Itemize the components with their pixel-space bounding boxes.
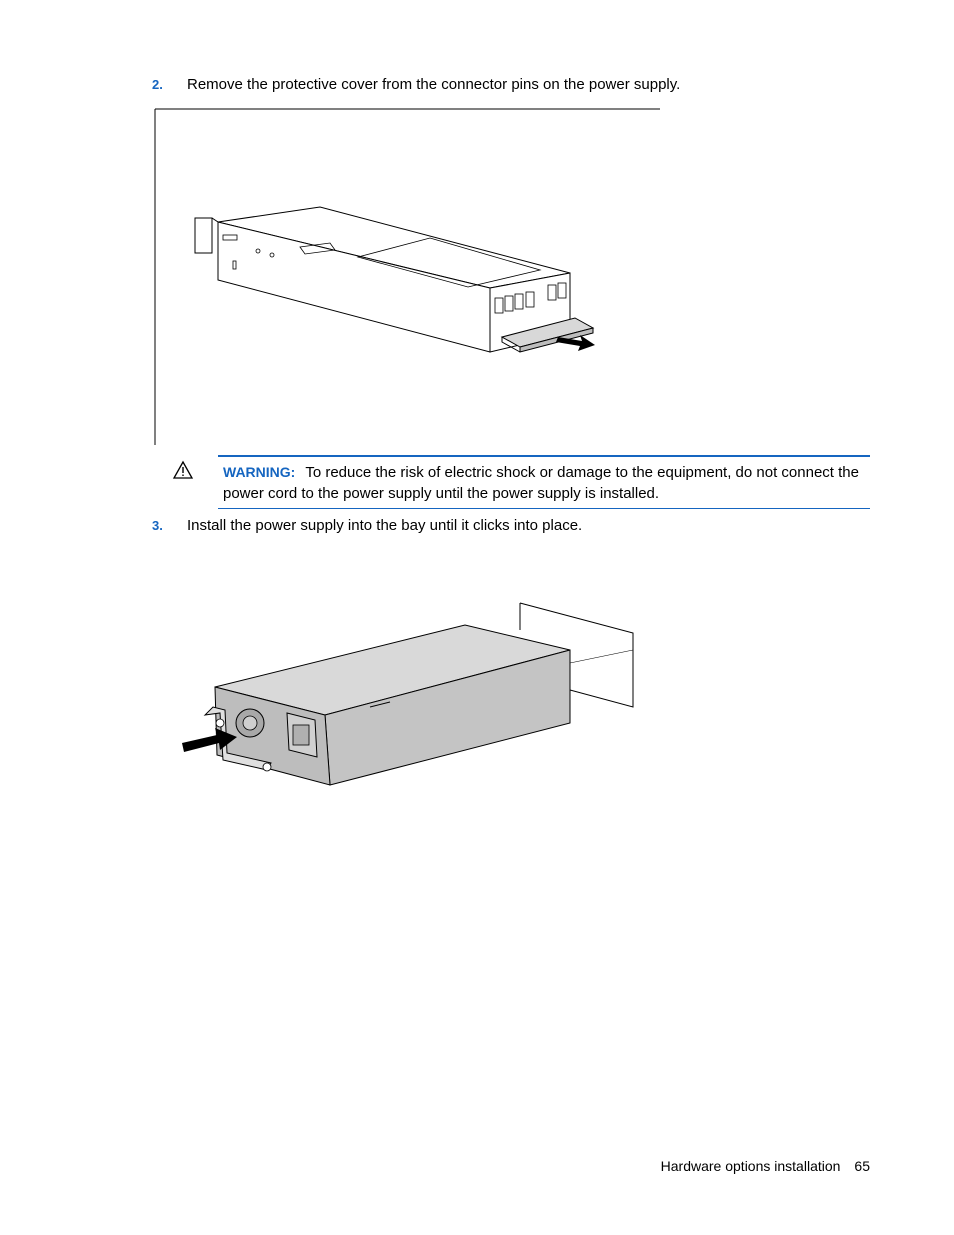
warning-box bbox=[218, 455, 870, 509]
warning-icon bbox=[172, 460, 194, 480]
step-text: Remove the protective cover from the connector pins on the power supply. bbox=[187, 76, 681, 93]
footer-section: Hardware options installation bbox=[660, 1158, 841, 1174]
step-number: 2. bbox=[152, 77, 163, 92]
power-supply-insertion-illustration bbox=[175, 595, 645, 795]
power-supply-cover-removal-illustration bbox=[150, 105, 670, 450]
page-footer bbox=[661, 1158, 870, 1174]
warning-text bbox=[223, 462, 868, 504]
warning-label: WARNING: bbox=[223, 464, 296, 480]
step-2 bbox=[152, 76, 680, 94]
step-number: 3. bbox=[152, 518, 163, 533]
warning-message: To reduce the risk of electric shock or damage to the equipment, do not connect the power cord to the power supply until the power supply is installed. bbox=[223, 464, 859, 502]
step-text: Install the power supply into the bay until it clicks into place. bbox=[187, 517, 583, 534]
page-number: 65 bbox=[854, 1158, 870, 1174]
step-3 bbox=[152, 517, 582, 535]
